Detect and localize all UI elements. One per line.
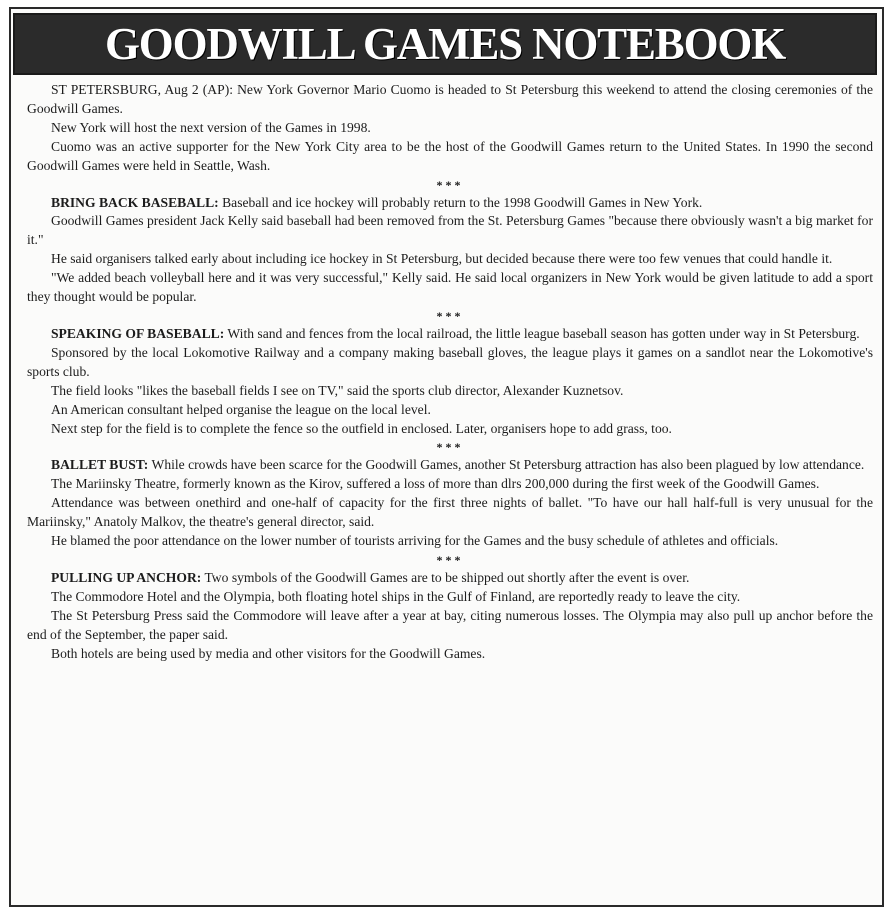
section-separator: *** [436, 308, 464, 323]
paragraph: Next step for the field is to complete the fence so the outfield in enclosed. Later, organisers hope to add grass, too. [51, 420, 672, 436]
paragraph: "We added beach volleyball here and it was very successful," Kelly said. He said local organizers in New York would be given latitude to add a sport they thought would be popular. [27, 270, 873, 305]
headline-banner [13, 13, 877, 75]
section-lead-paragraph [27, 456, 873, 475]
paragraph: He said organisers talked early about including ice hockey in St Petersburg, but decided because there were too few venues that could handle it. [51, 251, 833, 267]
section-heading: SPEAKING OF BASEBALL: [51, 325, 225, 341]
paragraph: Attendance was between onethird and one-half of capacity for the first three nights of ballet. "To have our hall half-full is very unusual for the Mariinsky," Anatoly Malkov, the theatre's general director, said. [27, 495, 873, 530]
paragraph: The Commodore Hotel and the Olympia, both floating hotel ships in the Gulf of Finland, are reportedly ready to leave the city. [51, 588, 741, 604]
paragraph: The field looks "likes the baseball fields I see on TV," said the sports club director, Alexander Kuznetsov. [51, 382, 624, 398]
section-pulling-up-anchor [27, 569, 873, 664]
section-separator: *** [436, 440, 464, 455]
section-lead-paragraph [27, 194, 873, 213]
section-separator: *** [436, 177, 464, 192]
section-ballet-bust [27, 456, 873, 551]
paragraph: Cuomo was an active supporter for the New York City area to be the host of the Goodwill Games return to the United States. In 1990 the second Goodwill Games were held in Seattle, Wash. [27, 138, 873, 173]
paragraph: He blamed the poor attendance on the lower number of tourists arriving for the Games and the busy schedule of athletes and officials. [51, 533, 779, 549]
section-heading: BALLET BUST: [51, 457, 149, 473]
section-separator: *** [436, 552, 464, 567]
section-lead-paragraph [27, 325, 873, 344]
section-heading: PULLING UP ANCHOR: [51, 569, 202, 585]
section-lead: Baseball and ice hockey will probably return to the 1998 Goodwill Games in New York. [218, 194, 703, 210]
section-lead: Two symbols of the Goodwill Games are to be shipped out shortly after the event is over. [201, 569, 690, 585]
headline-text: GOODWILL GAMES NOTEBOOK [104, 18, 786, 69]
paragraph: The St Petersburg Press said the Commodore will leave after a year at bay, citing numerous losses. The Olympia may also pull up anchor before the end of the September, the paper said. [27, 607, 873, 642]
paragraph: Sponsored by the local Lokomotive Railway and a company making baseball gloves, the league plays it games on a sandlot near the Lokomotive's sports club. [27, 344, 873, 379]
paragraph: The Mariinsky Theatre, formerly known as the Kirov, suffered a loss of more than dlrs 200,000 during the first week of the Goodwill Games. [51, 476, 820, 492]
paragraph: ST PETERSBURG, Aug 2 (AP): New York Governor Mario Cuomo is headed to St Petersburg this weekend to attend the closing ceremonies of the Goodwill Games. [27, 82, 873, 116]
section-lead-paragraph [27, 569, 873, 588]
paragraph: New York will host the next version of the Games in 1998. [51, 119, 371, 135]
section-lead: While crowds have been scarce for the Goodwill Games, another St Petersburg attraction has also been plagued by low attendance. [148, 457, 865, 473]
paragraph: Goodwill Games president Jack Kelly said baseball had been removed from the St. Petersburg Games "because there obviously wasn't a big market for it." [27, 213, 873, 248]
section-heading: BRING BACK BASEBALL: [51, 194, 219, 210]
paragraph: Both hotels are being used by media and other visitors for the Goodwill Games. [51, 645, 486, 661]
article-body [27, 81, 873, 663]
section-bring-back-baseball [27, 194, 873, 307]
intro-section [27, 81, 873, 176]
paragraph: An American consultant helped organise the league on the local level. [51, 401, 431, 417]
section-speaking-of-baseball [27, 325, 873, 438]
section-lead: With sand and fences from the local railroad, the little league baseball season has gotten under way in St Petersburg. [224, 325, 860, 341]
